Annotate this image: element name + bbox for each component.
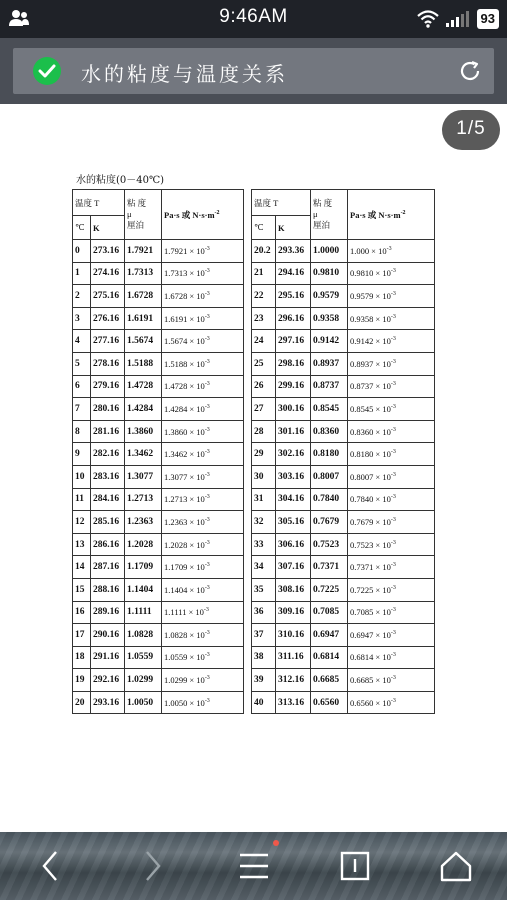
cell-pa-s: $0.7371 \times 10^{-3}$ — [348, 556, 435, 579]
cell-kelvin: 293.16 — [91, 691, 125, 714]
header-c-2: ℃ — [252, 216, 276, 240]
cell-kelvin: 311.16 — [276, 646, 311, 669]
cell-pa-s: $1.0050 \times 10^{-3}$ — [162, 691, 244, 714]
cell-kelvin: 279.16 — [91, 375, 125, 398]
cell-pa-s: $1.000 \times 10^{-3}$ — [348, 240, 435, 263]
cell-pa-s: $1.3077 \times 10^{-3}$ — [162, 465, 244, 488]
column-gap — [244, 533, 252, 556]
menu-icon[interactable] — [234, 846, 274, 886]
cell-pa-s: $1.2028 \times 10^{-3}$ — [162, 533, 244, 556]
back-icon[interactable] — [30, 846, 70, 886]
cell-pa-s: $1.2363 \times 10^{-3}$ — [162, 511, 244, 534]
cell-centipoise: 0.9810 — [311, 262, 348, 285]
cell-kelvin: 275.16 — [91, 285, 125, 308]
cell-celsius: 13 — [73, 533, 91, 556]
cell-centipoise: 0.9358 — [311, 307, 348, 330]
table-row — [73, 330, 435, 353]
column-gap — [244, 330, 252, 353]
cell-pa-s: $1.0559 \times 10^{-3}$ — [162, 646, 244, 669]
cell-kelvin: 285.16 — [91, 511, 125, 534]
table-row — [73, 691, 435, 714]
cell-centipoise: 0.7371 — [311, 556, 348, 579]
cell-celsius: 18 — [73, 646, 91, 669]
cell-celsius: 22 — [252, 285, 276, 308]
header-visc-2: 粘 度 μ 厘泊 — [311, 190, 348, 240]
column-gap — [244, 511, 252, 534]
cell-pa-s: $0.8545 \times 10^{-3}$ — [348, 398, 435, 421]
cell-celsius: 25 — [252, 352, 276, 375]
cell-centipoise: 1.2028 — [125, 533, 162, 556]
cell-celsius: 1 — [73, 262, 91, 285]
column-gap — [244, 307, 252, 330]
refresh-icon[interactable] — [458, 59, 482, 83]
cell-kelvin: 282.16 — [91, 443, 125, 466]
table-row — [73, 601, 435, 624]
column-gap — [244, 375, 252, 398]
cell-centipoise: 0.8180 — [311, 443, 348, 466]
document-image — [72, 172, 434, 714]
cell-pa-s: $0.9810 \times 10^{-3}$ — [348, 262, 435, 285]
cell-centipoise: 0.8360 — [311, 420, 348, 443]
cell-celsius: 28 — [252, 420, 276, 443]
wifi-icon — [417, 10, 439, 28]
status-bar — [0, 0, 507, 38]
cell-centipoise: 0.8007 — [311, 465, 348, 488]
cell-centipoise: 1.6191 — [125, 307, 162, 330]
cell-kelvin: 277.16 — [91, 330, 125, 353]
cell-kelvin: 303.16 — [276, 465, 311, 488]
cell-centipoise: 0.6814 — [311, 646, 348, 669]
column-gap — [244, 691, 252, 714]
cell-kelvin: 287.16 — [91, 556, 125, 579]
cell-centipoise: 1.4284 — [125, 398, 162, 421]
table-row — [73, 646, 435, 669]
bottom-nav-bar — [0, 832, 507, 900]
cell-celsius: 33 — [252, 533, 276, 556]
table-row — [73, 420, 435, 443]
cell-kelvin: 299.16 — [276, 375, 311, 398]
header-pa-2: Pa·s 或 $N\cdot s\cdot m^{-2}$ — [348, 190, 435, 240]
cell-centipoise: 1.5674 — [125, 330, 162, 353]
header-visc: 粘 度 μ 厘泊 — [125, 190, 162, 240]
page-indicator: 1/5 — [442, 110, 500, 150]
check-icon — [33, 57, 61, 85]
cell-pa-s: $1.3860 \times 10^{-3}$ — [162, 420, 244, 443]
cell-celsius: 37 — [252, 624, 276, 647]
cell-kelvin: 281.16 — [91, 420, 125, 443]
cell-kelvin: 302.16 — [276, 443, 311, 466]
table-row — [73, 556, 435, 579]
cell-pa-s: $1.7313 \times 10^{-3}$ — [162, 262, 244, 285]
cell-pa-s: $1.4284 \times 10^{-3}$ — [162, 398, 244, 421]
header-k: K — [91, 216, 125, 240]
table-row — [73, 669, 435, 692]
tabs-icon[interactable] — [335, 846, 375, 886]
cell-kelvin: 288.16 — [91, 578, 125, 601]
cell-pa-s: $0.7225 \times 10^{-3}$ — [348, 578, 435, 601]
cell-centipoise: 1.3077 — [125, 465, 162, 488]
cell-celsius: 19 — [73, 669, 91, 692]
cell-celsius: 14 — [73, 556, 91, 579]
cell-pa-s: $1.6191 \times 10^{-3}$ — [162, 307, 244, 330]
table-row — [73, 624, 435, 647]
cell-centipoise: 0.6560 — [311, 691, 348, 714]
cell-kelvin: 283.16 — [91, 465, 125, 488]
table-row — [73, 533, 435, 556]
cell-pa-s: $0.9579 \times 10^{-3}$ — [348, 285, 435, 308]
cell-celsius: 23 — [252, 307, 276, 330]
column-gap — [244, 646, 252, 669]
signal-icon — [445, 10, 471, 28]
cell-kelvin: 297.16 — [276, 330, 311, 353]
cell-centipoise: 0.7523 — [311, 533, 348, 556]
column-gap — [244, 465, 252, 488]
cell-celsius: 20 — [73, 691, 91, 714]
column-gap — [244, 443, 252, 466]
cell-pa-s: $1.4728 \times 10^{-3}$ — [162, 375, 244, 398]
cell-kelvin: 296.16 — [276, 307, 311, 330]
cell-celsius: 6 — [73, 375, 91, 398]
cell-pa-s: $0.8737 \times 10^{-3}$ — [348, 375, 435, 398]
cell-centipoise: 0.8545 — [311, 398, 348, 421]
cell-centipoise: 1.1404 — [125, 578, 162, 601]
cell-kelvin: 286.16 — [91, 533, 125, 556]
cell-centipoise: 0.8737 — [311, 375, 348, 398]
cell-centipoise: 1.3462 — [125, 443, 162, 466]
cell-kelvin: 292.16 — [91, 669, 125, 692]
cell-kelvin: 274.16 — [91, 262, 125, 285]
cell-celsius: 15 — [73, 578, 91, 601]
doc-caption: 水的粘度(0－40℃) — [76, 175, 165, 186]
header-pa: Pa·s 或 $N\cdot s\cdot m^{-2}$ — [162, 190, 244, 240]
cell-kelvin: 309.16 — [276, 601, 311, 624]
column-gap — [244, 285, 252, 308]
cell-centipoise: 0.8937 — [311, 352, 348, 375]
table-row — [73, 465, 435, 488]
cell-celsius: 0 — [73, 240, 91, 263]
cell-kelvin: 293.36 — [276, 240, 311, 263]
page-title: 水的粘度与温度关系 — [81, 62, 288, 86]
status-time: 9:46AM — [219, 6, 288, 27]
cell-kelvin: 291.16 — [91, 646, 125, 669]
column-gap — [244, 352, 252, 375]
header-temp: 温度 T — [73, 190, 125, 216]
cell-kelvin: 284.16 — [91, 488, 125, 511]
cell-celsius: 40 — [252, 691, 276, 714]
table-row — [73, 488, 435, 511]
cell-celsius: 30 — [252, 465, 276, 488]
table-row — [73, 285, 435, 308]
cell-pa-s: $0.7523 \times 10^{-3}$ — [348, 533, 435, 556]
cell-centipoise: 1.0559 — [125, 646, 162, 669]
cell-pa-s: $1.5188 \times 10^{-3}$ — [162, 352, 244, 375]
cell-celsius: 3 — [73, 307, 91, 330]
cell-celsius: 12 — [73, 511, 91, 534]
cell-celsius: 8 — [73, 420, 91, 443]
cell-centipoise: 0.7085 — [311, 601, 348, 624]
cell-centipoise: 1.0050 — [125, 691, 162, 714]
cell-centipoise: 1.0000 — [311, 240, 348, 263]
cell-celsius: 35 — [252, 578, 276, 601]
cell-celsius: 16 — [73, 601, 91, 624]
cell-pa-s: $1.2713 \times 10^{-3}$ — [162, 488, 244, 511]
cell-centipoise: 0.9579 — [311, 285, 348, 308]
header-c: ℃ — [73, 216, 91, 240]
cell-pa-s: $0.8937 \times 10^{-3}$ — [348, 352, 435, 375]
cell-pa-s: $0.9142 \times 10^{-3}$ — [348, 330, 435, 353]
cell-celsius: 17 — [73, 624, 91, 647]
cell-centipoise: 1.7313 — [125, 262, 162, 285]
cell-centipoise: 1.0299 — [125, 669, 162, 692]
cell-celsius: 7 — [73, 398, 91, 421]
cell-celsius: 24 — [252, 330, 276, 353]
column-gap — [244, 601, 252, 624]
cell-pa-s: $0.8360 \times 10^{-3}$ — [348, 420, 435, 443]
cell-pa-s: $1.6728 \times 10^{-3}$ — [162, 285, 244, 308]
table-row — [73, 240, 435, 263]
cell-centipoise: 0.9142 — [311, 330, 348, 353]
cell-celsius: 38 — [252, 646, 276, 669]
cell-pa-s: $0.6685 \times 10^{-3}$ — [348, 669, 435, 692]
cell-celsius: 9 — [73, 443, 91, 466]
cell-celsius: 31 — [252, 488, 276, 511]
column-gap — [244, 262, 252, 285]
table-row — [73, 352, 435, 375]
cell-kelvin: 306.16 — [276, 533, 311, 556]
cell-kelvin: 298.16 — [276, 352, 311, 375]
column-gap — [244, 240, 252, 263]
cell-kelvin: 308.16 — [276, 578, 311, 601]
column-gap — [244, 556, 252, 579]
cell-pa-s: $1.3462 \times 10^{-3}$ — [162, 443, 244, 466]
column-gap — [244, 624, 252, 647]
cell-kelvin: 294.16 — [276, 262, 311, 285]
home-icon[interactable] — [436, 846, 476, 886]
header-k-2: K — [276, 216, 311, 240]
cell-centipoise: 1.5188 — [125, 352, 162, 375]
cell-kelvin: 304.16 — [276, 488, 311, 511]
cell-pa-s: $0.8007 \times 10^{-3}$ — [348, 465, 435, 488]
column-gap — [244, 578, 252, 601]
cell-kelvin: 310.16 — [276, 624, 311, 647]
cell-celsius: 27 — [252, 398, 276, 421]
cell-kelvin: 290.16 — [91, 624, 125, 647]
cell-celsius: 29 — [252, 443, 276, 466]
table-row — [73, 262, 435, 285]
cell-pa-s: $0.6560 \times 10^{-3}$ — [348, 691, 435, 714]
cell-kelvin: 307.16 — [276, 556, 311, 579]
cell-centipoise: 1.2363 — [125, 511, 162, 534]
forward-icon[interactable] — [133, 846, 173, 886]
cell-pa-s: $1.1404 \times 10^{-3}$ — [162, 578, 244, 601]
cell-kelvin: 301.16 — [276, 420, 311, 443]
cell-kelvin: 280.16 — [91, 398, 125, 421]
cell-celsius: 2 — [73, 285, 91, 308]
cell-kelvin: 312.16 — [276, 669, 311, 692]
cell-kelvin: 313.16 — [276, 691, 311, 714]
cell-centipoise: 1.7921 — [125, 240, 162, 263]
cell-celsius: 36 — [252, 601, 276, 624]
cell-pa-s: $0.8180 \times 10^{-3}$ — [348, 443, 435, 466]
cell-celsius: 5 — [73, 352, 91, 375]
cell-kelvin: 300.16 — [276, 398, 311, 421]
cell-pa-s: $0.7840 \times 10^{-3}$ — [348, 488, 435, 511]
cell-pa-s: $0.6947 \times 10^{-3}$ — [348, 624, 435, 647]
column-gap — [244, 398, 252, 421]
cell-celsius: 39 — [252, 669, 276, 692]
address-box[interactable] — [13, 48, 494, 94]
cell-pa-s: $1.7921 \times 10^{-3}$ — [162, 240, 244, 263]
table-row — [73, 375, 435, 398]
header-temp-2: 温度 T — [252, 190, 311, 216]
cell-pa-s: $1.1709 \times 10^{-3}$ — [162, 556, 244, 579]
cell-centipoise: 0.6685 — [311, 669, 348, 692]
viscosity-table — [72, 189, 435, 714]
column-gap — [244, 420, 252, 443]
cell-kelvin: 305.16 — [276, 511, 311, 534]
table-row — [73, 578, 435, 601]
cell-centipoise: 0.6947 — [311, 624, 348, 647]
table-row — [73, 511, 435, 534]
cell-celsius: 20.2 — [252, 240, 276, 263]
cell-celsius: 10 — [73, 465, 91, 488]
cell-pa-s: $1.1111 \times 10^{-3}$ — [162, 601, 244, 624]
cell-celsius: 34 — [252, 556, 276, 579]
cell-celsius: 21 — [252, 262, 276, 285]
cell-kelvin: 295.16 — [276, 285, 311, 308]
cell-centipoise: 1.6728 — [125, 285, 162, 308]
column-gap — [244, 669, 252, 692]
cell-celsius: 11 — [73, 488, 91, 511]
table-row — [73, 398, 435, 421]
cell-pa-s: $0.7085 \times 10^{-3}$ — [348, 601, 435, 624]
cell-pa-s: $0.9358 \times 10^{-3}$ — [348, 307, 435, 330]
cell-kelvin: 278.16 — [91, 352, 125, 375]
cell-celsius: 4 — [73, 330, 91, 353]
cell-centipoise: 1.4728 — [125, 375, 162, 398]
cell-kelvin: 276.16 — [91, 307, 125, 330]
notification-dot — [273, 840, 279, 846]
cell-celsius: 26 — [252, 375, 276, 398]
cell-pa-s: $1.5674 \times 10^{-3}$ — [162, 330, 244, 353]
cell-centipoise: 0.7840 — [311, 488, 348, 511]
cell-centipoise: 1.1709 — [125, 556, 162, 579]
cell-centipoise: 0.7679 — [311, 511, 348, 534]
cell-centipoise: 0.7225 — [311, 578, 348, 601]
cell-pa-s: $1.0299 \times 10^{-3}$ — [162, 669, 244, 692]
cell-kelvin: 289.16 — [91, 601, 125, 624]
cell-pa-s: $0.6814 \times 10^{-3}$ — [348, 646, 435, 669]
cell-pa-s: $0.7679 \times 10^{-3}$ — [348, 511, 435, 534]
cell-celsius: 32 — [252, 511, 276, 534]
cell-centipoise: 1.3860 — [125, 420, 162, 443]
cell-centipoise: 1.2713 — [125, 488, 162, 511]
cell-kelvin: 273.16 — [91, 240, 125, 263]
title-bar — [0, 38, 507, 104]
table-header-row — [73, 190, 435, 216]
cell-centipoise: 1.1111 — [125, 601, 162, 624]
table-row — [73, 307, 435, 330]
table-row — [73, 443, 435, 466]
cell-pa-s: $1.0828 \times 10^{-3}$ — [162, 624, 244, 647]
cell-centipoise: 1.0828 — [125, 624, 162, 647]
column-gap — [244, 488, 252, 511]
battery-icon: 93 — [477, 9, 499, 29]
